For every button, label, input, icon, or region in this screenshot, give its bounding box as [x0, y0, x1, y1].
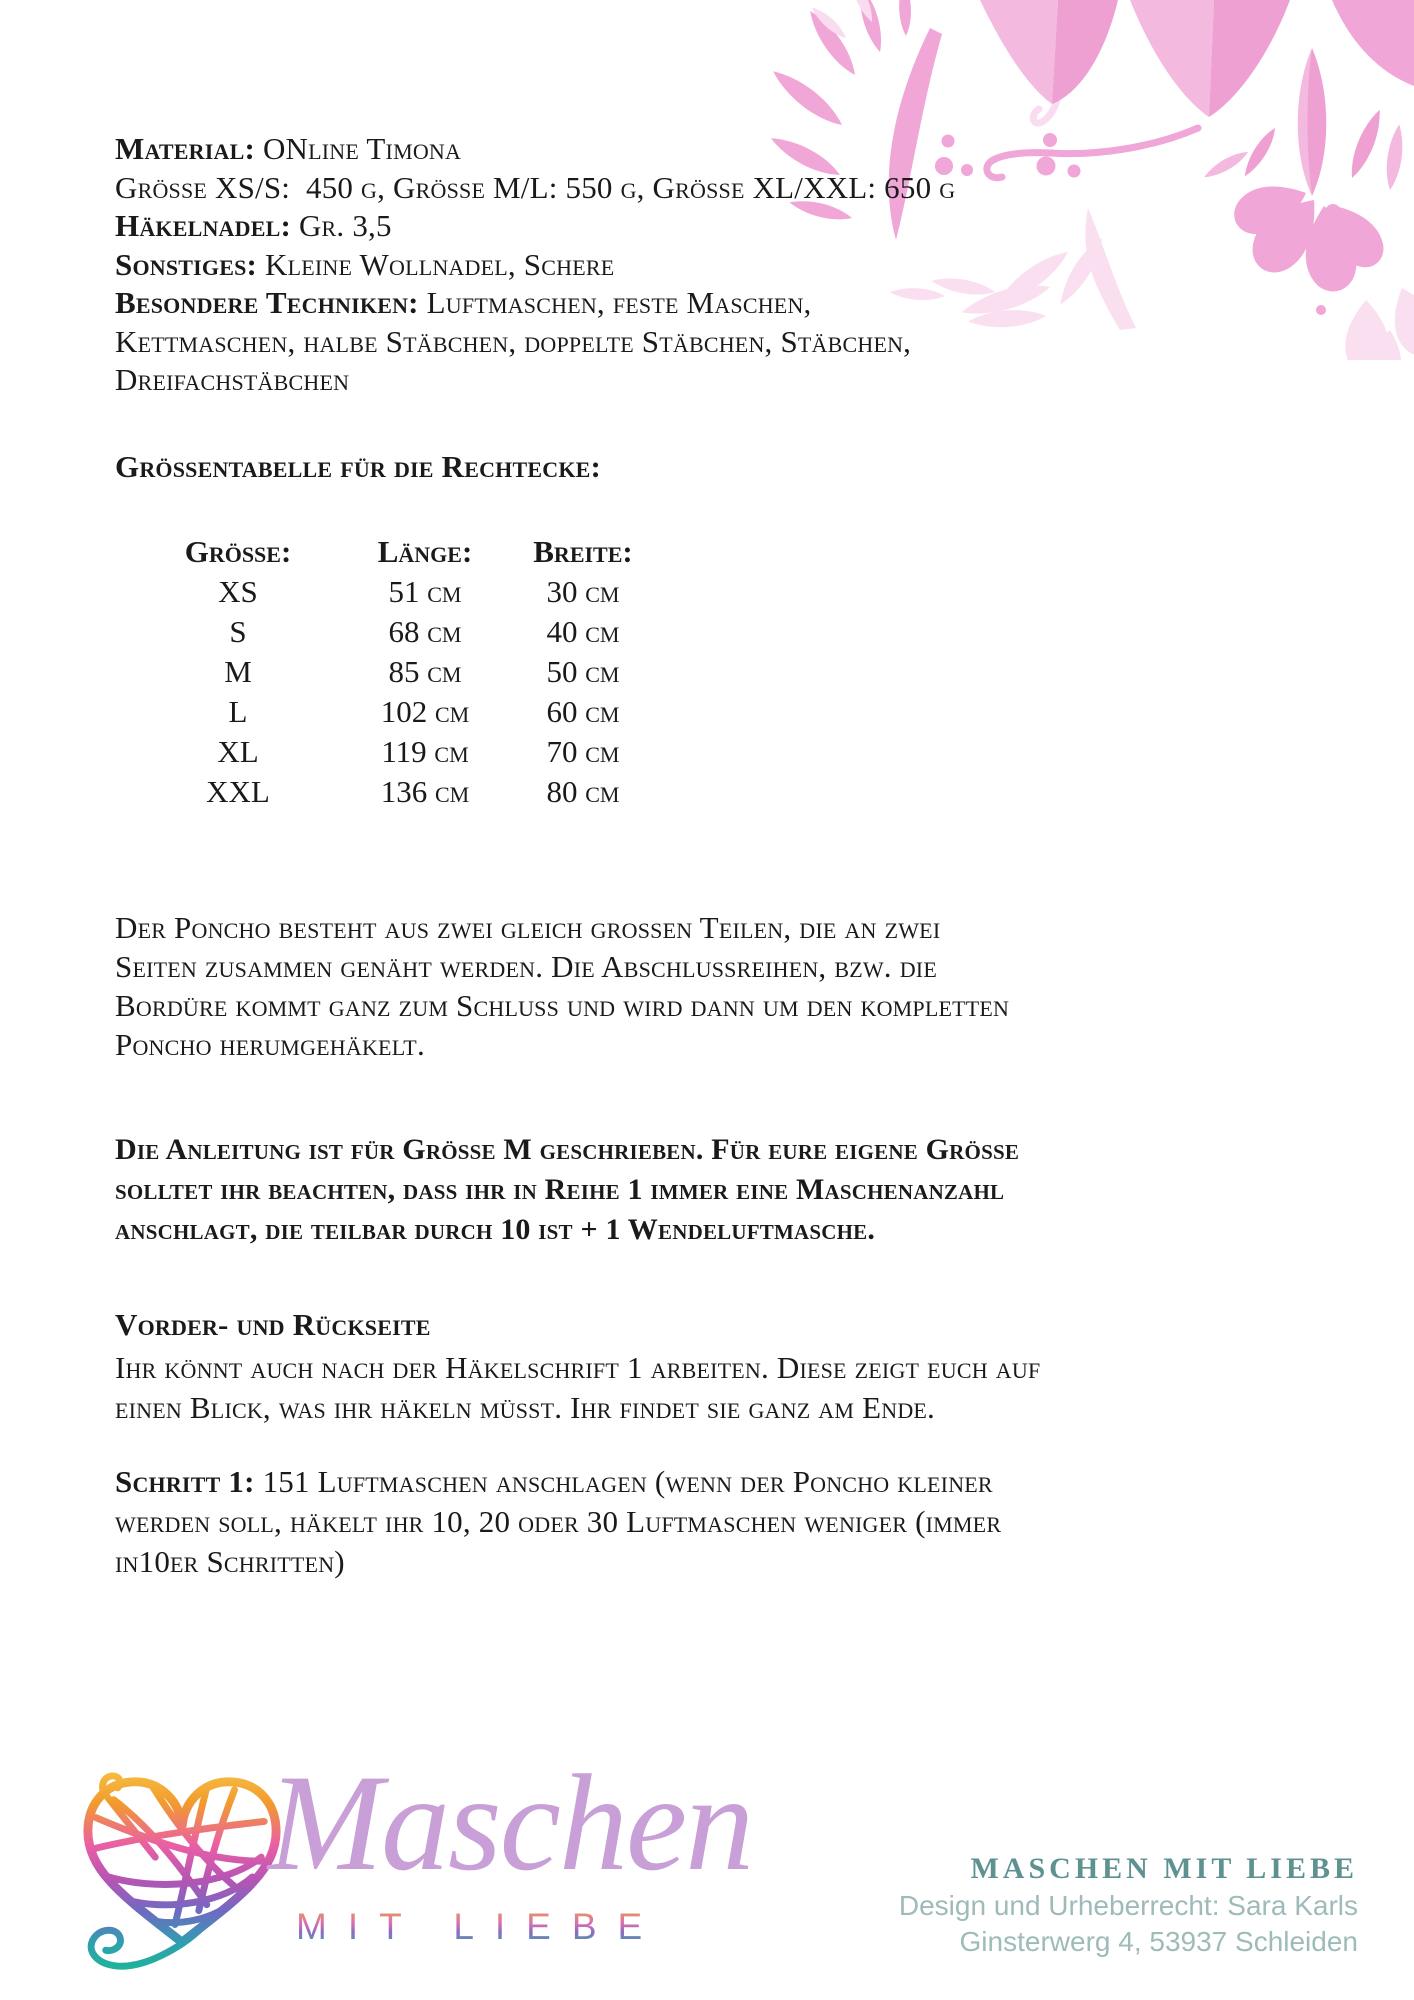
text-line: Poncho herumgehäkelt. [115, 1027, 425, 1062]
length-cell: 119 cm [381, 734, 469, 769]
construction-paragraph [115, 908, 1009, 1064]
text-line [115, 207, 955, 246]
column-header: Grösse: [184, 534, 292, 569]
section-heading: Vorder- und Rückseite [115, 1307, 431, 1342]
table-row [115, 612, 677, 652]
field-value: Dreifachstäbchen [115, 362, 350, 397]
field-label: Besondere Techniken: [115, 285, 427, 320]
field-label: Häkelnadel: [115, 208, 299, 243]
field-label: Sonstiges: [115, 246, 266, 282]
text-line [115, 130, 955, 169]
text-line: einen Blick, was ihr häkeln müsst. Ihr findet sie ganz am Ende. [115, 1390, 936, 1425]
field-value: ONline Timona [262, 131, 462, 166]
text-line: Bordüre kommt ganz zum Schluss und wird dann um den kompletten [115, 988, 1010, 1023]
text-line [115, 246, 955, 285]
front-back-paragraph [115, 1348, 1040, 1428]
text-line: Der Poncho besteht aus zwei gleich grossen Teilen, die an zwei [115, 910, 941, 945]
column-header: Länge: [377, 534, 473, 569]
address-line: Ginsterwerg 4, 53937 Schleiden [959, 1926, 1358, 1957]
footer-credits [899, 1850, 1358, 1960]
length-cell: 85 cm [388, 654, 462, 689]
field-value: Kleine Wollnadel, Schere [265, 246, 615, 282]
field-value: Grösse XS/S: 450 g, Grösse M/L: 550 g, Grösse XL/XXL: 650 g [115, 169, 956, 205]
length-cell: 102 cm [380, 694, 470, 729]
step-label: Schritt 1: [115, 1464, 263, 1499]
table-header-row [115, 532, 677, 572]
size-cell: XL [217, 734, 259, 769]
length-cell: 68 cm [388, 614, 462, 649]
size-note-paragraph [115, 1130, 1019, 1250]
logo-wordmark-sub: MIT LIEBE [296, 1906, 664, 1947]
table-row [115, 692, 677, 732]
step-text: 151 Luftmaschen anschlagen (wenn der Poncho kleiner [262, 1464, 993, 1499]
width-cell: 50 cm [546, 654, 620, 689]
table-row [115, 732, 677, 772]
field-value: Luftmaschen, feste Maschen, [426, 285, 812, 320]
text-line [115, 169, 955, 208]
field-value: Gr. 3,5 [298, 208, 392, 243]
column-header: Breite: [533, 534, 633, 569]
field-label: Material: [115, 131, 263, 166]
size-cell: M [224, 654, 252, 689]
text-line: solltet ihr beachten, dass ihr in Reihe 1 immer eine Maschenanzahl [115, 1173, 1005, 1206]
brand-name: MASCHEN MIT LIEBE [970, 1852, 1358, 1885]
size-cell: XXL [206, 774, 270, 809]
text-line: in10er Schritten) [115, 1544, 345, 1579]
logo-wordmark-script: Maschen [268, 1746, 753, 1899]
text-line: werden soll, häkelt ihr 10, 20 oder 30 Luftmaschen weniger (immer [115, 1504, 1002, 1539]
text-line: anschlagt, die teilbar durch 10 ist + 1 Wendeluftmasche. [115, 1213, 876, 1246]
size-cell: L [228, 694, 248, 729]
table-row [115, 772, 677, 812]
text-line: Ihr könnt auch nach der Häkelschrift 1 arbeiten. Diese zeigt euch auf [115, 1350, 1041, 1385]
text-line: Seiten zusammen genäht werden. Die Abschlussreihen, bzw. die [115, 949, 937, 984]
width-cell: 70 cm [546, 734, 620, 769]
text-line [115, 284, 955, 323]
size-cell: S [229, 614, 247, 649]
text-line [115, 361, 955, 400]
width-cell: 40 cm [546, 614, 620, 649]
front-back-heading [115, 1306, 431, 1345]
copyright-line: Design und Urheberrecht: Sara Karls [898, 1890, 1358, 1921]
text-line [115, 1462, 1001, 1502]
table-row [115, 652, 677, 692]
materials-block [115, 130, 955, 400]
field-value: Kettmaschen, halbe Stäbchen, doppelte Stäbchen, Stäbchen, [115, 323, 912, 359]
text-line: Die Anleitung ist für Grösse M geschrieben. Für eure eigene Grösse [115, 1133, 1020, 1166]
width-cell: 80 cm [546, 774, 620, 809]
step-1-paragraph [115, 1462, 1001, 1582]
length-cell: 136 cm [380, 774, 470, 809]
size-cell: XS [218, 574, 258, 609]
text-line [115, 323, 955, 362]
width-cell: 60 cm [546, 694, 620, 729]
length-cell: 51 cm [388, 574, 462, 609]
size-table-heading [115, 448, 601, 487]
section-heading: Grössentabelle für die Rechtecke: [115, 449, 602, 484]
size-table [115, 532, 677, 812]
width-cell: 30 cm [546, 574, 620, 609]
table-row [115, 572, 677, 612]
